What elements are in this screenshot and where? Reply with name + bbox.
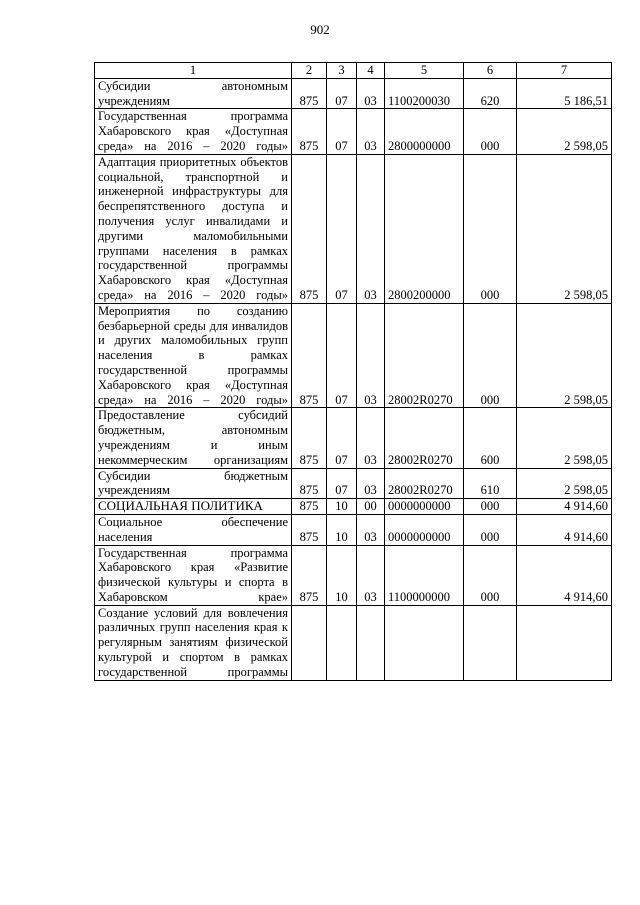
row-code: 875 [292,514,327,545]
header-cell: 7 [517,63,612,79]
row-amount: 4 914,60 [517,499,612,515]
row-section: 07 [327,408,357,468]
row-section: 10 [327,545,357,605]
row-name: Государственная программа Хабаровского края «Доступная среда» на 2016 – 2020 годы» [95,109,292,154]
row-code: 875 [292,545,327,605]
row-vr: 000 [464,154,517,303]
row-name: Адаптация приоритетных объектов социальной, транспортной и инженерной инфраструктуры для беспрепятственного доступа и получения услуг инвалидами и другими маломобильными группами населения в рамках государственной программы Хабаровского края «Доступная среда» на 2016 – 2020 годы» [95,154,292,303]
row-vr: 600 [464,408,517,468]
table-row [95,78,612,109]
row-code: 875 [292,499,327,515]
row-name: СОЦИАЛЬНАЯ ПОЛИТИКА [95,499,292,515]
row-amount [517,605,612,680]
row-vr: 000 [464,303,517,408]
header-cell: 6 [464,63,517,79]
page-number: 902 [310,22,330,37]
row-vr: 620 [464,78,517,109]
row-subsection: 03 [357,514,385,545]
row-section: 07 [327,468,357,499]
row-name: Государственная программа Хабаровского края «Развитие физической культуры и спорта в Хабаровском крае» [95,545,292,605]
row-amount: 2 598,05 [517,468,612,499]
row-subsection: 03 [357,545,385,605]
row-code: 875 [292,408,327,468]
row-subsection: 03 [357,408,385,468]
row-subsection [357,605,385,680]
row-amount: 4 914,60 [517,514,612,545]
row-target: 28002R0270 [385,408,464,468]
row-name: Субсидии бюджетным учреждениям [95,468,292,499]
row-subsection: 03 [357,468,385,499]
row-code: 875 [292,468,327,499]
table-row [95,468,612,499]
table-row [95,408,612,468]
row-target: 0000000000 [385,499,464,515]
row-name: Социальное обеспечение населения [95,514,292,545]
row-section: 07 [327,109,357,154]
header-row [95,63,612,79]
row-section: 07 [327,78,357,109]
header-cell: 3 [327,63,357,79]
row-vr: 000 [464,109,517,154]
row-amount: 2 598,05 [517,303,612,408]
row-amount: 4 914,60 [517,545,612,605]
header-cell: 1 [95,63,292,79]
header-cell: 5 [385,63,464,79]
row-section: 07 [327,303,357,408]
header-cell: 2 [292,63,327,79]
row-subsection: 00 [357,499,385,515]
budget-table [94,62,612,681]
row-target: 2800200000 [385,154,464,303]
row-amount: 2 598,05 [517,408,612,468]
row-vr: 000 [464,514,517,545]
row-amount: 2 598,05 [517,154,612,303]
row-target: 0000000000 [385,514,464,545]
table-row [95,605,612,680]
row-section [327,605,357,680]
row-code: 875 [292,303,327,408]
row-section: 10 [327,514,357,545]
row-name: Субсидии автономным учреждениям [95,78,292,109]
row-name: Мероприятия по созданию безбарьерной среды для инвалидов и других маломобильных групп населения в рамках государственной программы Хабаровского края «Доступная среда» на 2016 – 2020 годы» [95,303,292,408]
table-row [95,154,612,303]
table-row [95,499,612,515]
row-target: 28002R0270 [385,303,464,408]
row-vr [464,605,517,680]
row-vr: 000 [464,545,517,605]
row-name: Создание условий для вовлечения различных групп населения края к регулярным занятиям физической культурой и спортом в рамках государственной программы [95,605,292,680]
header-cell: 4 [357,63,385,79]
row-subsection: 03 [357,109,385,154]
row-section: 10 [327,499,357,515]
table-row [95,545,612,605]
row-amount: 2 598,05 [517,109,612,154]
row-name: Предоставление субсидий бюджетным, автономным учреждениям и иным некоммерческим организациям [95,408,292,468]
row-target: 1100000000 [385,545,464,605]
table-row [95,109,612,154]
row-amount: 5 186,51 [517,78,612,109]
row-target [385,605,464,680]
row-target: 2800000000 [385,109,464,154]
row-vr: 610 [464,468,517,499]
row-section: 07 [327,154,357,303]
row-subsection: 03 [357,78,385,109]
table-row [95,303,612,408]
row-target: 1100200030 [385,78,464,109]
row-code: 875 [292,109,327,154]
row-target: 28002R0270 [385,468,464,499]
table-row [95,514,612,545]
row-subsection: 03 [357,303,385,408]
row-code: 875 [292,78,327,109]
row-subsection: 03 [357,154,385,303]
row-vr: 000 [464,499,517,515]
row-code: 875 [292,154,327,303]
row-code [292,605,327,680]
